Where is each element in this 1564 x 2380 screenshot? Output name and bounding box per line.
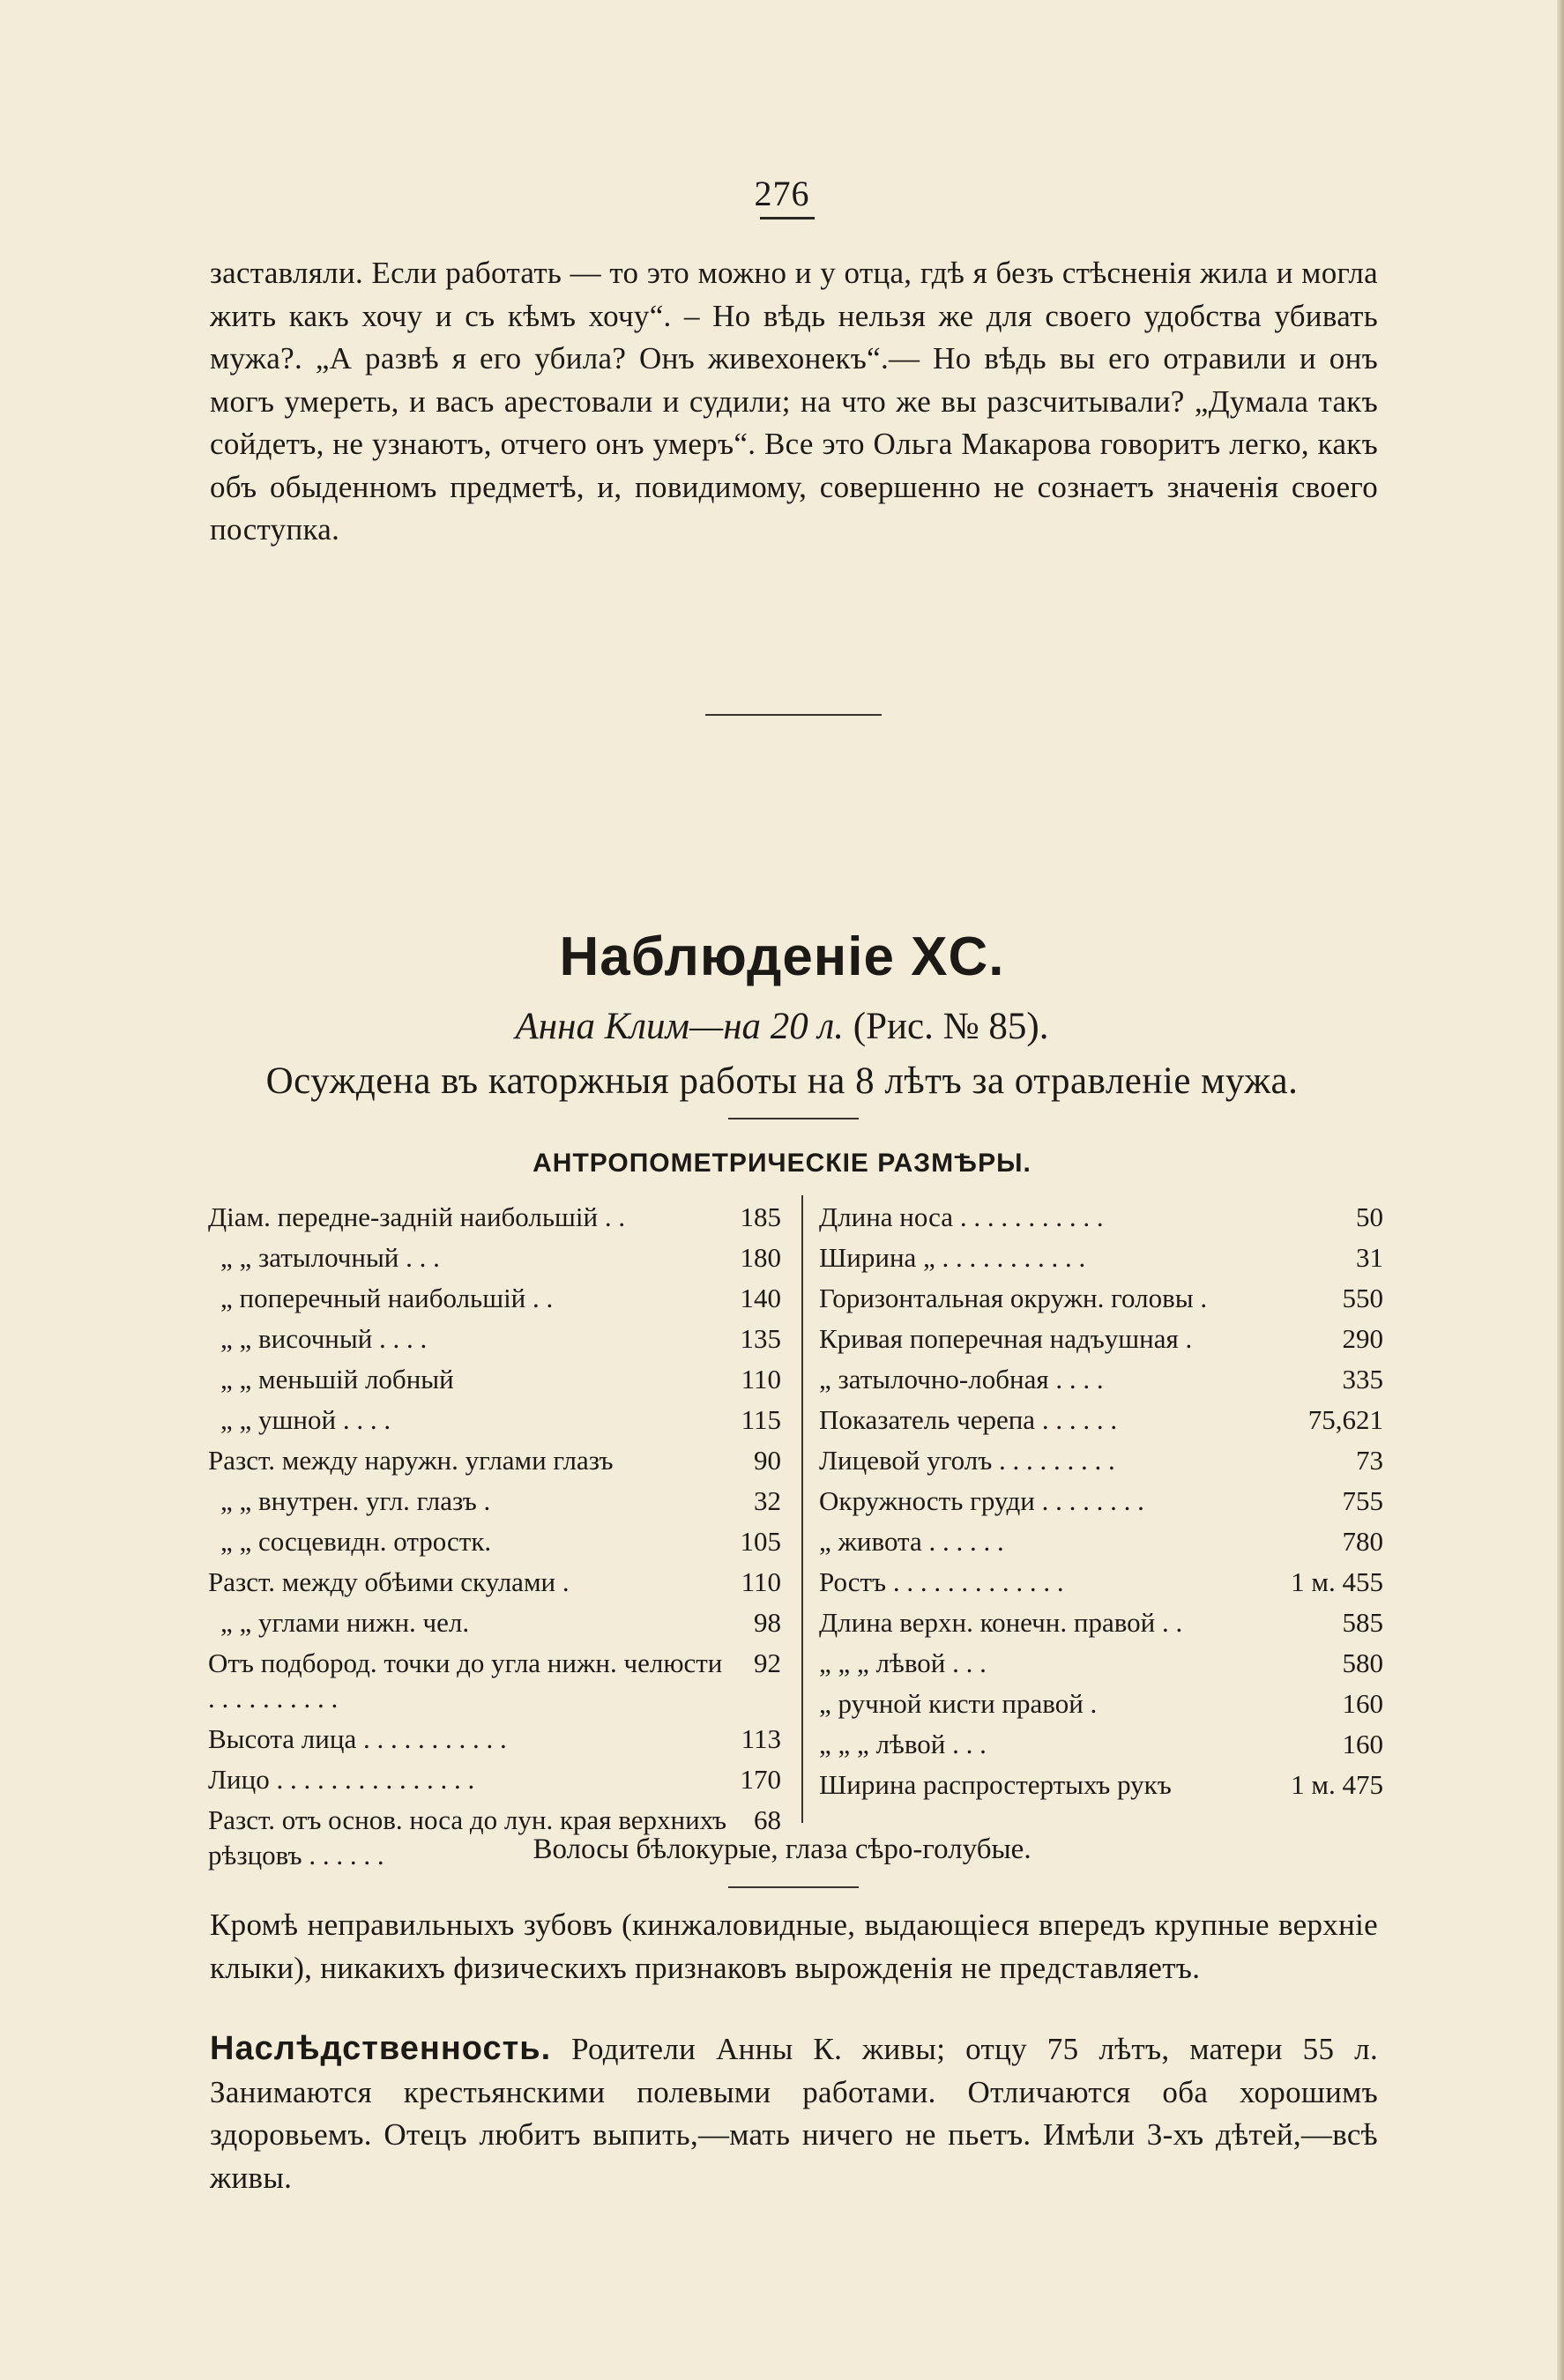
measurement-row bbox=[819, 1643, 1383, 1684]
measurement-label: „ „ внутрен. угл. глазъ . bbox=[220, 1485, 491, 1516]
measurement-label: „ „ „ лѣвой . . . bbox=[819, 1647, 987, 1678]
measurement-label: Ростъ . . . . . . . . . . . . . bbox=[819, 1566, 1064, 1597]
measurement-row bbox=[208, 1319, 781, 1359]
measurement-row bbox=[208, 1759, 781, 1800]
measurement-value: 160 bbox=[1342, 1729, 1383, 1759]
measurement-label: Высота лица . . . . . . . . . . . bbox=[208, 1723, 507, 1754]
measurement-label: Длина носа . . . . . . . . . . . bbox=[819, 1201, 1104, 1232]
measurement-label: Горизонтальная окружн. головы . bbox=[819, 1283, 1208, 1313]
measurement-value: 185 bbox=[740, 1201, 781, 1232]
measurement-value: 50 bbox=[1356, 1201, 1383, 1232]
measurement-value: 31 bbox=[1356, 1242, 1383, 1273]
measurement-row bbox=[208, 1481, 781, 1521]
measurement-value: 115 bbox=[741, 1404, 781, 1435]
measurement-label: Кривая поперечная надъушная . bbox=[819, 1323, 1193, 1354]
heredity-paragraph bbox=[210, 2027, 1378, 2199]
measurement-label: Лицо . . . . . . . . . . . . . . . bbox=[208, 1764, 475, 1795]
measurement-value: 75,621 bbox=[1307, 1404, 1383, 1435]
measurement-value: 1 м. 455 bbox=[1291, 1566, 1383, 1597]
figure-reference: (Рис. № 85). bbox=[853, 1006, 1049, 1047]
measurement-value: 170 bbox=[740, 1764, 781, 1795]
measurement-row bbox=[208, 1278, 781, 1319]
observation-title: Наблюденіе XC. bbox=[559, 926, 1005, 987]
measurement-label: Показатель черепа . . . . . . bbox=[819, 1404, 1118, 1435]
measurement-label: Ширина „ . . . . . . . . . . . bbox=[819, 1242, 1086, 1273]
measurement-label: „ „ „ лѣвой . . . bbox=[819, 1729, 987, 1759]
measurement-label: Разст. между обѣими скулами . bbox=[208, 1566, 570, 1597]
measurement-label: „ ручной кисти правой . bbox=[819, 1688, 1098, 1719]
column-divider bbox=[801, 1195, 803, 1823]
measurement-value: 68 bbox=[754, 1804, 781, 1835]
measurement-value: 90 bbox=[754, 1445, 781, 1476]
measurement-value: 755 bbox=[1342, 1485, 1383, 1516]
measurement-label: Отъ подбород. точки до угла нижн. челюсти . . . . . . . . . . bbox=[208, 1647, 723, 1714]
heredity-text: Родители Анны К. живы; отцу 75 лѣтъ, матери 55 л. Занимаются крестьянскими полевыми работами. Отличаются оба хорошимъ здоровьемъ. Отецъ любитъ выпить,—мать ничего не пьетъ. Имѣли 3-хъ дѣтей,—всѣ живы. bbox=[210, 2032, 1378, 2195]
measurements-right-column bbox=[819, 1197, 1383, 1805]
measurement-row bbox=[208, 1400, 781, 1440]
measurement-label: „ поперечный наибольшій . . bbox=[220, 1283, 554, 1313]
measurement-row bbox=[819, 1481, 1383, 1521]
page-number-underline bbox=[760, 217, 815, 219]
sentence-line: Осуждена въ каторжныя работы на 8 лѣтъ за отравленіе мужа. bbox=[265, 1060, 1299, 1102]
divider-above-table bbox=[728, 1118, 859, 1119]
divider-below-table bbox=[728, 1886, 859, 1888]
measurement-value: 585 bbox=[1342, 1607, 1383, 1638]
paragraph-2: Кромѣ неправильныхъ зубовъ (кинжаловидные, выдающіеся впередъ крупные верхніе клыки), никакихъ физическихъ признаковъ вырожденія не представляетъ. bbox=[210, 1908, 1378, 1985]
measurement-label: „ „ затылочный . . . bbox=[220, 1242, 440, 1273]
measurement-value: 32 bbox=[754, 1485, 781, 1516]
measurement-value: 98 bbox=[754, 1607, 781, 1638]
measurement-value: 180 bbox=[740, 1242, 781, 1273]
measurement-row bbox=[819, 1603, 1383, 1643]
measurement-label: „ „ ушной . . . . bbox=[220, 1404, 391, 1435]
measurement-row bbox=[819, 1197, 1383, 1238]
measurement-value: 140 bbox=[740, 1283, 781, 1313]
measurement-row bbox=[208, 1719, 781, 1759]
section-divider bbox=[705, 714, 882, 716]
measurements-left-column bbox=[208, 1197, 781, 1876]
measurement-row bbox=[819, 1765, 1383, 1805]
measurement-value: 73 bbox=[1356, 1445, 1383, 1476]
measurement-value: 113 bbox=[741, 1723, 781, 1754]
measurement-label: Разст. между наружн. углами глазъ bbox=[208, 1445, 614, 1476]
measurement-row bbox=[208, 1521, 781, 1562]
measurement-value: 110 bbox=[741, 1364, 781, 1395]
hair-eyes-note: Волосы бѣлокурые, глаза сѣро-голубые. bbox=[533, 1833, 1031, 1865]
measurement-label: „ живота . . . . . . bbox=[819, 1526, 1004, 1557]
measurement-value: 105 bbox=[740, 1526, 781, 1557]
measurement-label: Діам. передне-задній наибольшій . . bbox=[208, 1201, 626, 1232]
measurement-row bbox=[208, 1440, 781, 1481]
measurement-value: 135 bbox=[740, 1323, 781, 1354]
measurement-label: „ „ сосцевидн. отростк. bbox=[220, 1526, 492, 1557]
measurement-row bbox=[819, 1278, 1383, 1319]
measurement-row bbox=[208, 1603, 781, 1643]
measurement-row bbox=[819, 1400, 1383, 1440]
measurement-label: Ширина распростертыхъ рукъ bbox=[819, 1769, 1172, 1800]
measurement-row bbox=[819, 1724, 1383, 1765]
measurement-label: Длина верхн. конечн. правой . . bbox=[819, 1607, 1183, 1638]
measurement-label: „ затылочно-лобная . . . . bbox=[819, 1364, 1104, 1395]
measurement-row bbox=[208, 1562, 781, 1603]
measurement-value: 160 bbox=[1342, 1688, 1383, 1719]
measurement-value: 290 bbox=[1342, 1323, 1383, 1354]
page-number: 276 bbox=[754, 174, 810, 213]
measurement-value: 335 bbox=[1342, 1364, 1383, 1395]
measurement-value: 580 bbox=[1342, 1647, 1383, 1678]
measurement-label: „ „ углами нижн. чел. bbox=[220, 1607, 470, 1638]
measurement-row bbox=[819, 1562, 1383, 1603]
measurement-label: „ „ височный . . . . bbox=[220, 1323, 428, 1354]
measurement-value: 780 bbox=[1342, 1526, 1383, 1557]
measurement-value: 550 bbox=[1342, 1283, 1383, 1313]
measurement-value: 1 м. 475 bbox=[1291, 1769, 1383, 1800]
measurement-row bbox=[819, 1521, 1383, 1562]
measurement-row bbox=[208, 1359, 781, 1400]
measurement-row bbox=[819, 1359, 1383, 1400]
measurement-row bbox=[208, 1238, 781, 1278]
measurement-row bbox=[819, 1238, 1383, 1278]
paragraph-1: заставляли. Если работать — то это можно и у отца, гдѣ я безъ стѣсненія жила и могла жить какъ хочу и съ кѣмъ хочу“. – Но вѣдь нельзя же для своего удобства убивать мужа?. „А развѣ я его убила? Онъ живехонекъ“.— Но вѣдь вы его отравили и онъ могъ умереть, и васъ арестовали и судили; на что же вы разсчитывали? „Думала такъ сойдетъ, не узнаютъ, отчего онъ умеръ“. Все это Ольга Макарова говоритъ легко, какъ объ обыденномъ предметѣ, и, повидимому, совершенно не сознаетъ значенія своего поступка. bbox=[210, 256, 1378, 547]
page-edge-shadow bbox=[1557, 0, 1564, 2380]
measurement-row bbox=[208, 1643, 781, 1719]
measurement-row bbox=[208, 1197, 781, 1238]
measurement-row bbox=[819, 1440, 1383, 1481]
measurement-row bbox=[819, 1319, 1383, 1359]
measurement-label: Лицевой уголъ . . . . . . . . . bbox=[819, 1445, 1115, 1476]
subject-line bbox=[0, 1005, 1564, 1048]
heredity-heading: Наслѣдственность. bbox=[210, 2030, 552, 2067]
measurement-row bbox=[819, 1684, 1383, 1724]
measurement-value: 110 bbox=[741, 1566, 781, 1597]
measurement-label: „ „ меньшій лобный bbox=[220, 1364, 454, 1395]
subject-name: Анна Клим—на 20 л. bbox=[515, 1006, 845, 1047]
measurements-heading: АНТРОПОМЕТРИЧЕСКІЕ РАЗМѢРЫ. bbox=[533, 1149, 1031, 1178]
measurement-value: 92 bbox=[754, 1647, 781, 1678]
measurement-label: Разст. отъ основ. носа до лун. края верхнихъ рѣзцовъ . . . . . . bbox=[208, 1804, 727, 1871]
measurement-label: Окружность груди . . . . . . . . bbox=[819, 1485, 1144, 1516]
